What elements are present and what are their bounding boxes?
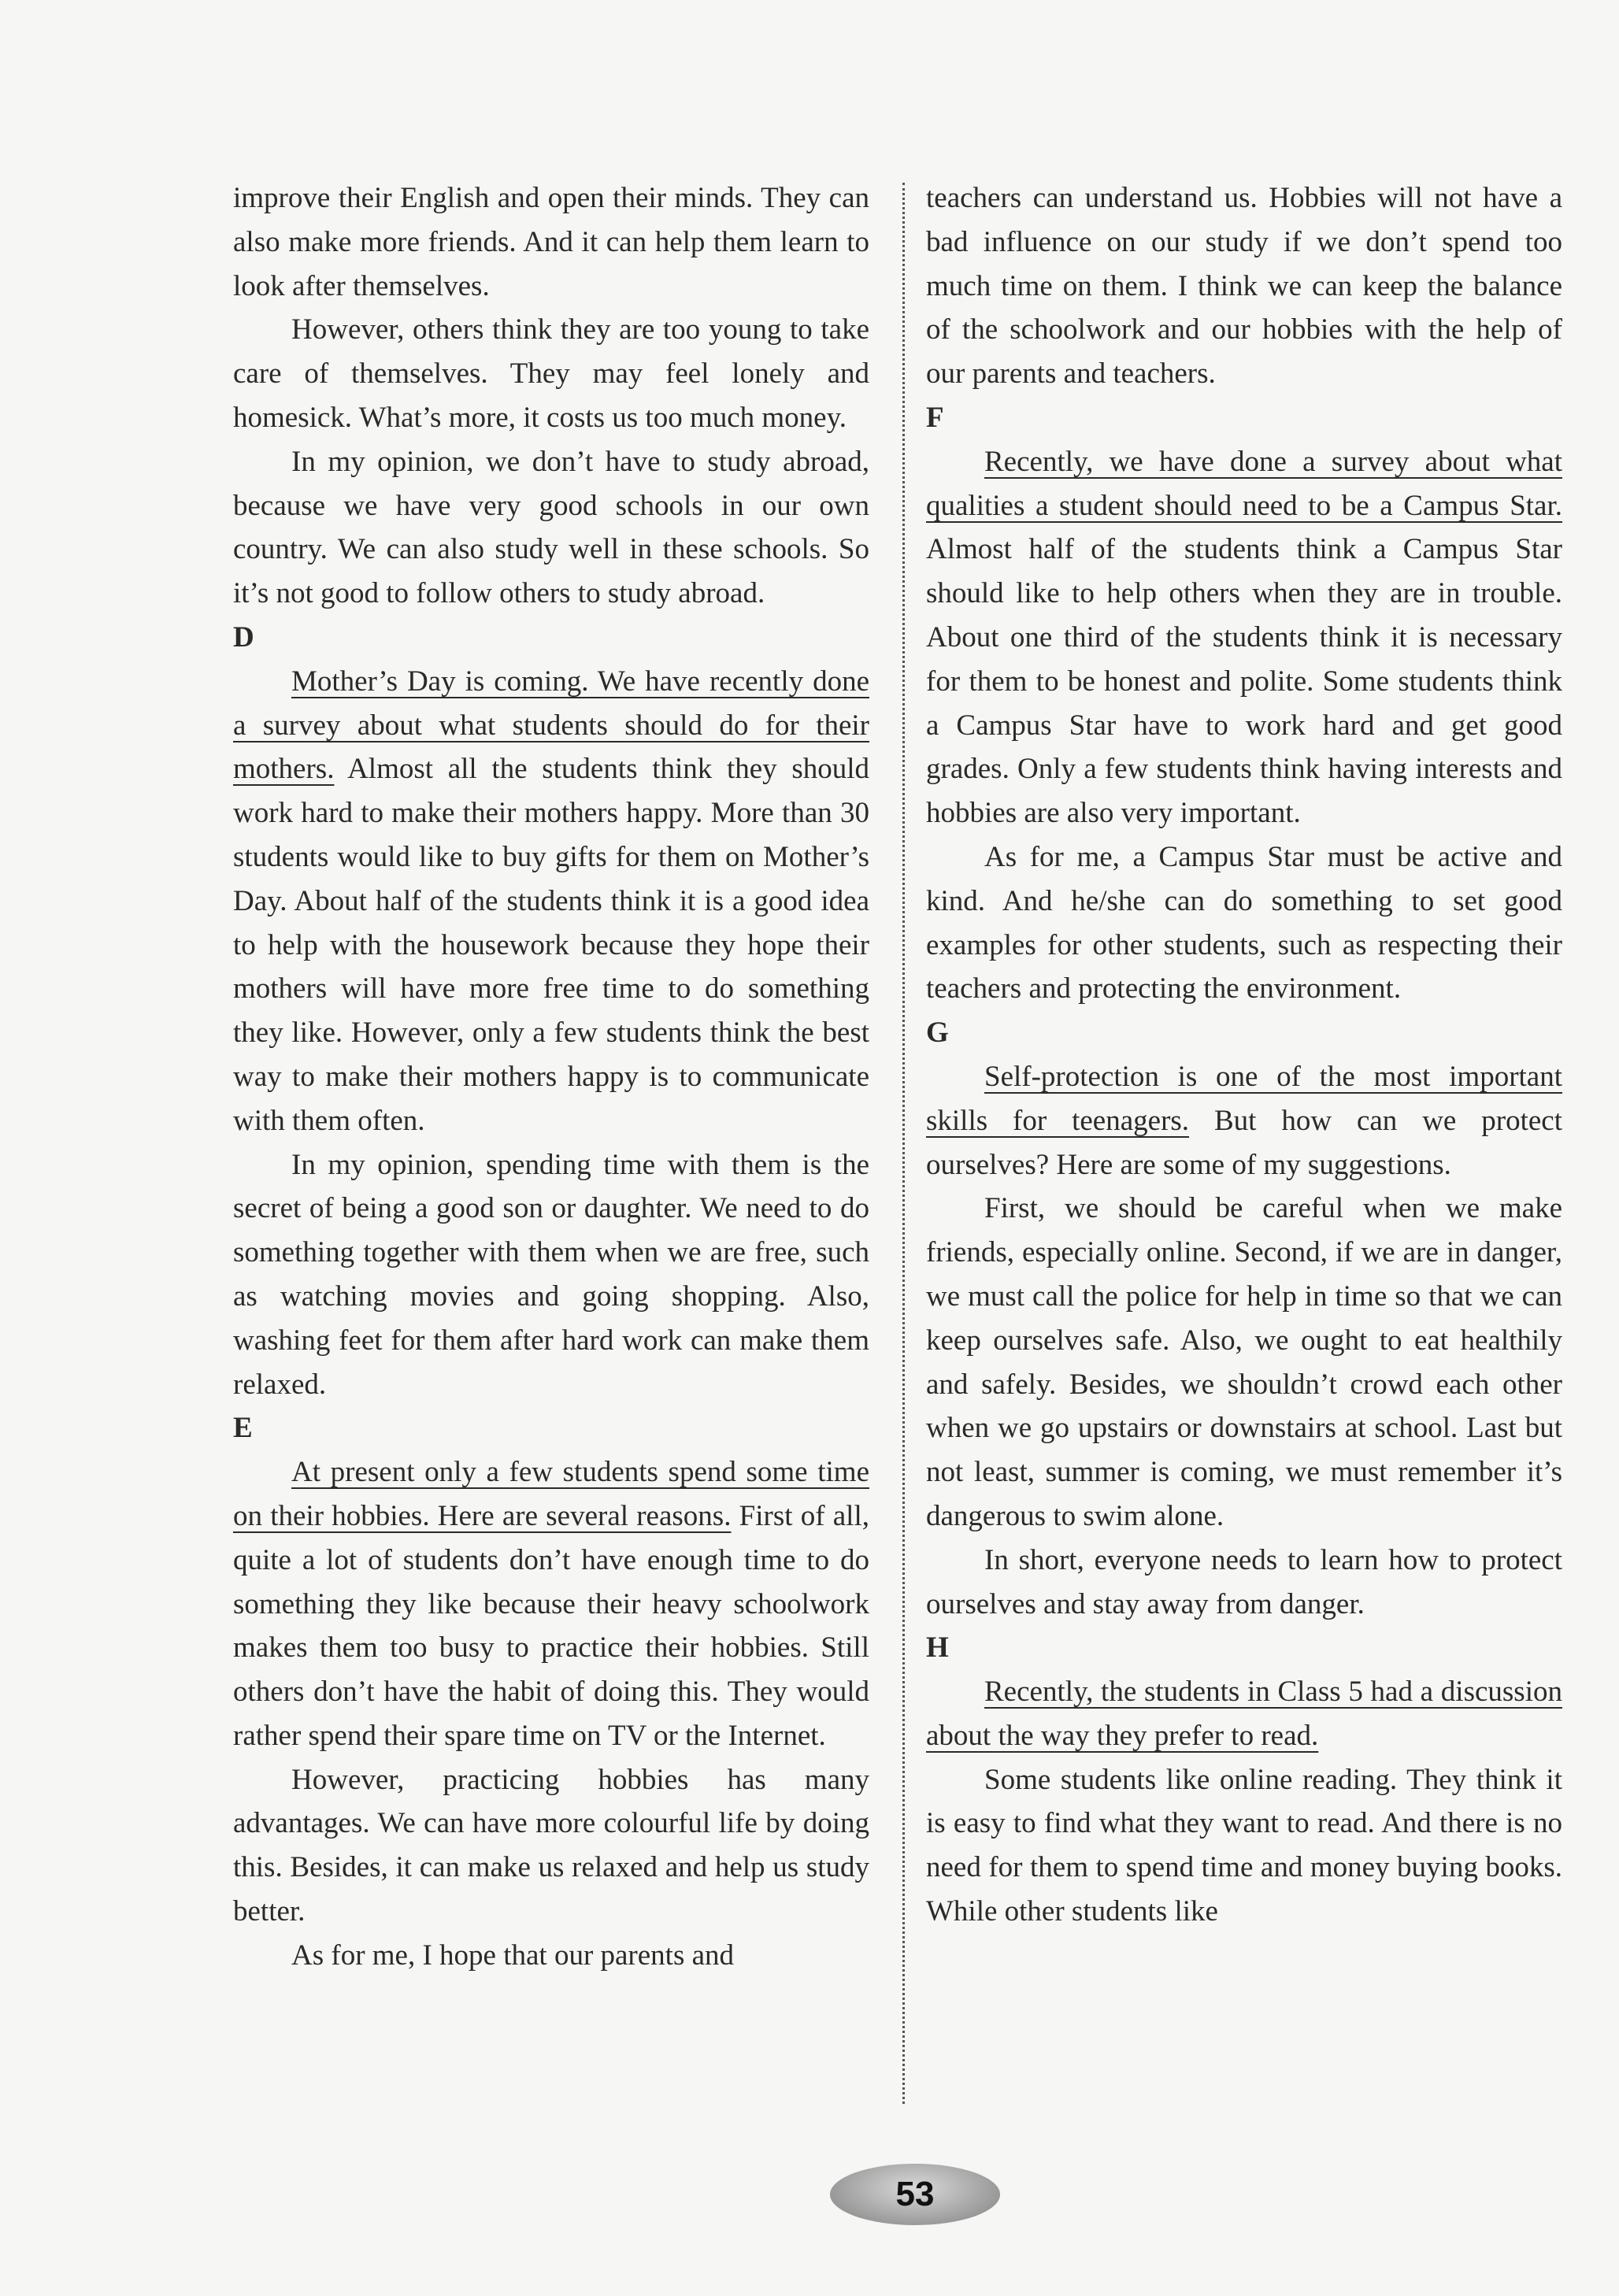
paragraph-text: However, practicing hobbies has many advantages. We can have more colourful life by doing this. Besides, it can make us relaxed and help us study better. <box>233 1763 869 1928</box>
paragraph-text: teachers can understand us. Hobbies will not have a bad influence on our study if we don’t spend too much time on them. I think we can keep the balance of the schoolwork and our hobbies with the help of our parents and teachers. <box>926 182 1562 391</box>
paragraph-text: improve their English and open their minds. They can also make more friends. And it can help them learn to look after themselves. <box>233 182 869 302</box>
section-heading-g: G <box>926 1017 949 1050</box>
paragraph-text: But how can we protect ourselves? Here are some of my suggestions. <box>926 1104 1562 1181</box>
paragraph <box>926 835 1562 1011</box>
paragraph-text: First, we should be careful when we make friends, especially online. Second, if we are in danger, we must call the police for help in time so that we can keep ourselves safe. Also, we ought to eat healthily and safely. Besides, we shouldn’t crowd each other when we go upstairs or downstairs at school. Last but not least, summer is coming, we must remember it’s dangerous to swim alone. <box>926 1192 1562 1532</box>
section-heading-f: F <box>926 401 944 434</box>
paragraph-text: Almost all the students think they should work hard to make their mothers happy. More than 30 students would like to buy gifts for them on Mother’s Day. About half of the students think it is a good idea to help with the housework because they hope their mothers will have more free time to do something they like. However, only a few students think the best way to make their mothers happy is to communicate with them often. <box>233 753 869 1137</box>
underlined-topic-sentence: Self-protection is one of the most important skills for teenagers. <box>926 1060 1562 1137</box>
section-heading-d: D <box>233 620 254 654</box>
paragraph <box>926 1670 1562 1758</box>
paragraph <box>233 440 869 616</box>
paragraph <box>926 176 1562 396</box>
column-divider <box>902 183 905 2104</box>
page-number-badge <box>830 2164 1000 2225</box>
paragraph-text: In my opinion, spending time with them is the secret of being a good son or daughter. We need to do something together with them when we are free, such as watching movies and going shopping. Also, washing feet for them after hard work can make them relaxed. <box>233 1148 869 1401</box>
paragraph-text: First of all, quite a lot of students don’t have enough time to do something they like because their heavy schoolwork makes them too busy to practice their hobbies. Still others don’t have the habit of doing this. They would rather spend their spare time on TV or the Internet. <box>233 1499 869 1752</box>
paragraph <box>926 1187 1562 1538</box>
right-text-column <box>926 176 1562 1934</box>
section-heading-h: H <box>926 1631 949 1665</box>
paragraph-text: However, others think they are too young to take care of themselves. They may feel lonely and homesick. What’s more, it costs us too much money. <box>233 313 869 434</box>
paragraph-text: Some students like online reading. They think it is easy to find what they want to read. And there is no need for them to spend time and money buying books. While other students like <box>926 1763 1562 1928</box>
paragraph <box>233 176 869 308</box>
paragraph <box>233 1758 869 1934</box>
paragraph <box>926 1758 1562 1934</box>
paragraph <box>233 660 869 1143</box>
paragraph-text: Almost half of the students think a Campus Star should like to help others when they are in trouble. About one third of the students think it is necessary for them to be honest and polite. Some students think a Campus Star have to work hard and get good grades. Only a few students think having interests and hobbies are also very important. <box>926 533 1562 830</box>
paragraph <box>233 1143 869 1407</box>
paragraph <box>926 1539 1562 1627</box>
paragraph-text: As for me, I hope that our parents and <box>291 1939 735 1972</box>
left-text-column <box>233 176 869 1978</box>
underlined-topic-sentence: Recently, we have done a survey about what qualities a student should need to be a Campus Star. <box>926 445 1562 522</box>
section-heading-e: E <box>233 1412 253 1445</box>
paragraph <box>233 308 869 439</box>
paragraph <box>926 1055 1562 1187</box>
paragraph-text: In my opinion, we don’t have to study abroad, because we have very good schools in our own country. We can also study well in these schools. So it’s not good to follow others to study abroad. <box>233 445 869 610</box>
paragraph <box>233 1934 869 1978</box>
underlined-topic-sentence: Recently, the students in Class 5 had a discussion about the way they prefer to read. <box>926 1676 1562 1752</box>
paragraph <box>926 440 1562 835</box>
underlined-topic-sentence: At present only a few students spend some time on their hobbies. Here are several reasons. <box>233 1456 869 1532</box>
paragraph <box>233 1450 869 1758</box>
page-number: 53 <box>895 2175 935 2213</box>
underlined-topic-sentence: Mother’s Day is coming. We have recently done a survey about what students should do for their mothers. <box>233 665 869 786</box>
paragraph-text: In short, everyone needs to learn how to protect ourselves and stay away from danger. <box>926 1543 1562 1620</box>
paragraph-text: As for me, a Campus Star must be active and kind. And he/she can do something to set good examples for other students, such as respecting their teachers and protecting the environment. <box>926 840 1562 1005</box>
